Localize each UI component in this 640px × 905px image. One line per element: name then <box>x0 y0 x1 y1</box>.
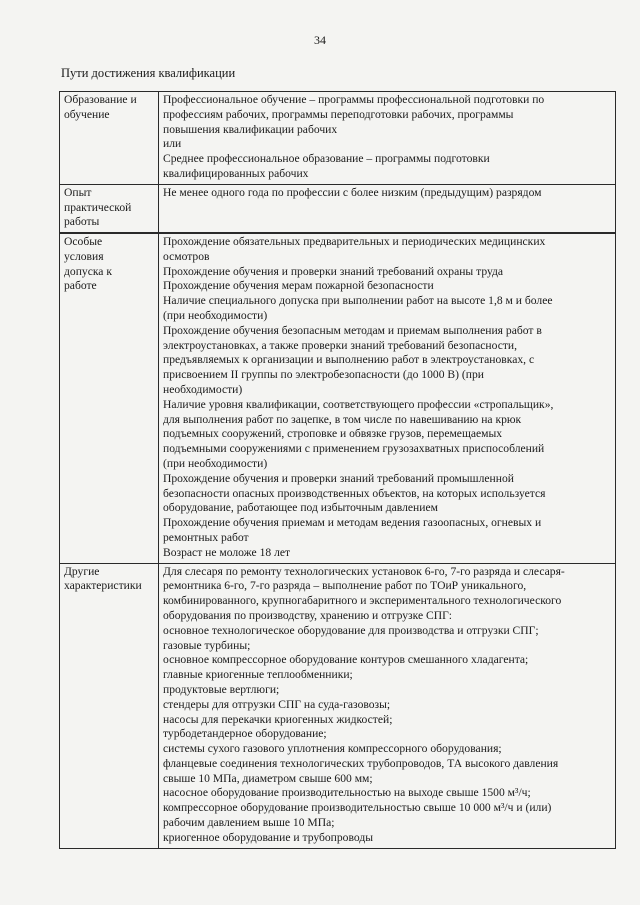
row-label-line: допуска к <box>64 264 112 278</box>
row-label-line: Опыт <box>64 185 92 199</box>
content-line: квалифицированных рабочих <box>163 166 309 180</box>
row-label-cell <box>60 92 159 185</box>
content-line: Профессиональное обучение – программы профессиональной подготовки по <box>163 93 545 106</box>
content-line: Прохождение обучения и проверки знаний требований промышленной <box>163 471 514 485</box>
content-line: насосное оборудование производительностью на выходе свыше 1500 м³/ч; <box>163 786 531 800</box>
content-line: Среднее профессиональное образование – программы подготовки <box>163 152 490 166</box>
qualification-table <box>59 91 616 233</box>
content-line: криогенное оборудование и трубопроводы <box>163 830 374 844</box>
row-label-cell <box>60 184 159 232</box>
content-line: подъемными сооружениями с применением грузозахватных приспособлений <box>163 442 545 456</box>
section-title: Пути достижения квалификации <box>61 66 236 80</box>
content-line: оборудования по производству, хранению и отгрузке СПГ: <box>163 608 453 622</box>
content-line: безопасности опасных производственных объектов, на которых используется <box>163 486 546 500</box>
content-line: Прохождение обучения приемам и методам ведения газоопасных, огневых и <box>163 516 542 530</box>
content-line: газовые турбины; <box>163 638 251 652</box>
row-label-line: условия <box>64 249 104 263</box>
row-content-cell <box>159 92 616 185</box>
row-label-line: Особые <box>64 235 103 248</box>
content-line: Для слесаря по ремонту технологических установок 6-го, 7-го разряда и слесаря- <box>163 564 565 578</box>
content-line: фланцевые соединения технологических трубопроводов, ТА высокого давления <box>163 756 559 770</box>
content-line: системы сухого газового уплотнения компрессорного оборудования; <box>163 742 502 756</box>
content-line: ремонтника 6-го, 7-го разряда – выполнение работ по ТОиР уникального, <box>163 579 527 593</box>
conditions-table <box>59 233 616 849</box>
qualification-row <box>60 184 616 232</box>
row-label-line: работе <box>64 279 97 293</box>
content-line: комбинированного, крупногабаритного и экспериментального технологического <box>163 594 562 608</box>
content-line: стендеры для отгрузки СПГ на суда-газовозы; <box>163 697 391 711</box>
content-line: основное технологическое оборудование для производства и отгрузки СПГ; <box>163 623 539 637</box>
content-line: Возраст не моложе 18 лет <box>163 545 291 559</box>
content-line: ремонтных работ <box>163 530 249 544</box>
content-line: для выполнения работ по зацепке, в том числе по навешиванию на крюк <box>163 412 522 426</box>
row-label-line: Образование и <box>64 93 137 106</box>
row-label-cell <box>60 234 159 564</box>
content-line: подъемных сооружений, строповке и обвязке грузов, перемещаемых <box>163 427 503 441</box>
qualification-table-body <box>60 92 616 233</box>
row-label-line: обучение <box>64 107 110 121</box>
content-line: продуктовые вертлюги; <box>163 682 280 696</box>
row-label-line: Другие <box>64 564 100 578</box>
row-content-cell <box>159 563 616 848</box>
row-label-line: работы <box>64 215 100 229</box>
conditions-row <box>60 234 616 564</box>
row-label-cell <box>60 563 159 848</box>
content-line: Прохождение обучения и проверки знаний требований охраны труда <box>163 264 504 278</box>
content-line: или <box>163 137 182 151</box>
conditions-row <box>60 563 616 848</box>
content-line: основное компрессорное оборудование контуров смешанного хладагента; <box>163 653 529 667</box>
content-line: Наличие специального допуска при выполнении работ на высоте 1,8 м и более <box>163 294 553 308</box>
content-line: (при необходимости) <box>163 308 268 322</box>
content-line: электроустановках, а также проверки знаний требований безопасности, <box>163 338 518 352</box>
row-content-cell <box>159 184 616 232</box>
content-line: рабочим давлением выше 10 МПа; <box>163 816 335 830</box>
qualification-row <box>60 92 616 185</box>
content-line: свыше 10 МПа, диаметром свыше 600 мм; <box>163 771 373 785</box>
content-line: компрессорное оборудование производительностью свыше 10 000 м³/ч и (или) <box>163 801 552 815</box>
page-number: 34 <box>314 33 326 47</box>
content-line: профессиям рабочих, программы переподготовки рабочих, программы <box>163 107 514 121</box>
content-line: Не менее одного года по профессии с более низким (предыдущим) разрядом <box>163 185 542 199</box>
content-line: насосы для перекачки криогенных жидкостей; <box>163 712 393 726</box>
row-label-line: практической <box>64 200 132 214</box>
content-line: оборудование, работающее под избыточным давлением <box>163 501 438 515</box>
content-line: Наличие уровня квалификации, соответствующего профессии «стропальщик», <box>163 397 554 411</box>
content-line: присвоением II группы по электробезопасности (до 1000 В) (при <box>163 368 484 382</box>
content-line: осмотров <box>163 249 210 263</box>
row-content-cell <box>159 234 616 564</box>
content-line: предъявляемых к организации и выполнению работ в электроустановках, с <box>163 353 535 367</box>
content-line: главные криогенные теплообменники; <box>163 668 353 682</box>
content-line: турбодетандерное оборудование; <box>163 727 327 741</box>
content-line: Прохождение обучения мерам пожарной безопасности <box>163 279 434 293</box>
content-line: повышения квалификации рабочих <box>163 122 338 136</box>
content-line: Прохождение обучения безопасным методам и приемам выполнения работ в <box>163 323 542 337</box>
content-line: Прохождение обязательных предварительных и периодических медицинских <box>163 235 546 248</box>
conditions-table-body <box>60 234 616 849</box>
content-line: необходимости) <box>163 382 243 396</box>
row-label-line: характеристики <box>64 579 142 593</box>
content-line: (при необходимости) <box>163 456 268 470</box>
